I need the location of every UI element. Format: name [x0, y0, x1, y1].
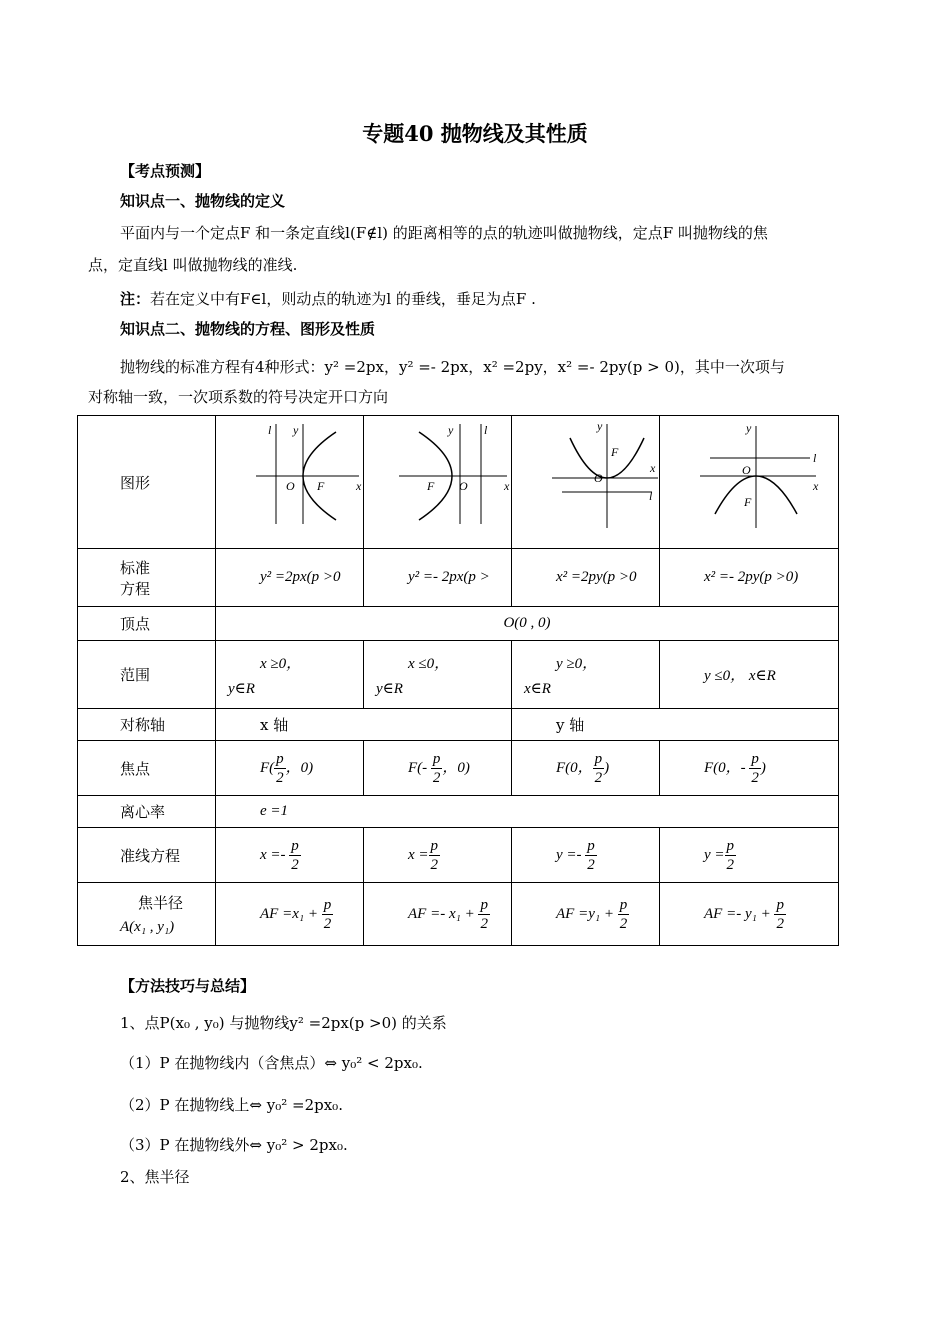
row-label-focal-radius [78, 883, 216, 946]
range-cell [512, 641, 660, 709]
tip-item-2: 2、焦半径 [120, 1168, 190, 1186]
directrix-cell: y = $\frac{p}{2}$ [660, 828, 839, 883]
range-a: y ≥0， [556, 655, 598, 672]
page-title: 专题40 抛物线及其性质 [362, 121, 588, 146]
row-label-directrix: 准线方程 [78, 828, 216, 883]
row-label-range: 范围 [78, 641, 216, 709]
note-text: 若在定义中有F∈l，则动点的轨迹为l 的垂线，垂足为点F . [150, 290, 536, 308]
row-label-focus: 焦点 [78, 741, 216, 796]
tip-sub-3: （3）P 在抛物线外⇔ y₀² > 2px₀. [120, 1136, 348, 1154]
row-label-radius-a: 焦半径 [138, 894, 184, 912]
kp2-line2: 对称轴一致，一次项系数的符号决定开口方向 [88, 388, 389, 406]
origin-label: O [594, 471, 603, 485]
table-row [78, 416, 839, 549]
equation-cell: y² =- 2px(p > [364, 549, 512, 607]
focus-cell: F( $\frac{p}{2}$ ，0) [216, 741, 364, 796]
range-a: x ≥0， [260, 655, 302, 672]
kp1-line1: 平面内与一个定点F 和一条定直线l(F∉l) 的距离相等的点的轨迹叫做抛物线，定点F 叫抛物线的焦 [120, 224, 768, 242]
range-cell [216, 641, 364, 709]
row-label-radius-b: A(x₁ , y₁) [120, 919, 175, 935]
row-label-equation-b: 方程 [120, 579, 151, 598]
directrix-label: l [813, 451, 817, 465]
note-label: 注： [120, 290, 151, 308]
origin-label: O [742, 463, 751, 477]
table-row [78, 828, 839, 883]
axis-x-label: x [356, 479, 362, 493]
focus-label: F [744, 495, 752, 509]
vertex-cell: O(0 , 0) [216, 607, 839, 641]
table-row [78, 741, 839, 796]
parabola-graph-2 [364, 416, 511, 544]
focus-cell: F(- $\frac{p}{2}$ ，0) [364, 741, 512, 796]
eccentricity-cell: e =1 [216, 796, 839, 828]
tip-sub-1: （1）P 在抛物线内（含焦点）⇔ y₀² < 2px₀. [120, 1054, 423, 1072]
row-label-eccentricity: 离心率 [78, 796, 216, 828]
kp1-heading: 知识点一、抛物线的定义 [120, 192, 286, 210]
parabola-graph-4 [660, 416, 838, 544]
radius-cell: AF =x₁ + $\frac{p}{2}$ [216, 883, 364, 946]
directrix-cell: y =- $\frac{p}{2}$ [512, 828, 660, 883]
row-label-axis: 对称轴 [78, 709, 216, 741]
row-label-equation-a: 标准 [120, 558, 151, 577]
graph-left-opening [364, 416, 512, 549]
axis-y-label: y [746, 421, 752, 435]
radius-cell: AF =y₁ + $\frac{p}{2}$ [512, 883, 660, 946]
graph-down-opening [660, 416, 839, 549]
section-heading-methods: 【方法技巧与总结】 [120, 977, 256, 995]
table-row [78, 549, 839, 607]
focus-label: F [317, 479, 325, 493]
directrix-label: l [484, 423, 488, 437]
kp1-note [120, 284, 536, 314]
axis-cell: x 轴 [216, 709, 512, 741]
range-cell: y ≤0， x∈R [660, 641, 839, 709]
kp2-line1: 抛物线的标准方程有4种形式：y² =2px，y² =- 2px，x² =2py，x² =- 2py(p > 0)，其中一次项与 [120, 358, 785, 376]
kp1-line2: 点，定直线l 叫做抛物线的准线. [88, 256, 298, 274]
directrix-cell: x =- $\frac{p}{2}$ [216, 828, 364, 883]
directrix-label: l [649, 489, 653, 503]
directrix-cell: x = $\frac{p}{2}$ [364, 828, 512, 883]
focus-cell: F(0， $\frac{p}{2}$ ) [512, 741, 660, 796]
focus-label: F [427, 479, 435, 493]
table-row [78, 641, 839, 709]
kp2-heading: 知识点二、抛物线的方程、图形及性质 [120, 320, 376, 338]
focus-label: F [611, 445, 619, 459]
row-label-equation [78, 549, 216, 607]
graph-up-opening [512, 416, 660, 549]
radius-cell: AF =- y₁ + $\frac{p}{2}$ [660, 883, 839, 946]
radius-cell: AF =- x₁ + $\frac{p}{2}$ [364, 883, 512, 946]
tip-sub-2: （2）P 在抛物线上⇔ y₀² =2px₀. [120, 1096, 343, 1114]
equation-cell: x² =2py(p >0 [512, 549, 660, 607]
range-cell [364, 641, 512, 709]
row-label-vertex: 顶点 [78, 607, 216, 641]
focus-cell: F(0，- $\frac{p}{2}$ ) [660, 741, 839, 796]
axis-cell: y 轴 [512, 709, 839, 741]
axis-x-label: x [813, 479, 819, 493]
axis-x-label: x [504, 479, 510, 493]
tip-item-1: 1、点P(x₀ , y₀) 与抛物线y² =2px(p >0) 的关系 [120, 1014, 447, 1032]
equation-cell: y² =2px(p >0 [216, 549, 364, 607]
range-a: x ≤0， [408, 655, 450, 672]
axis-y-label: y [448, 423, 454, 437]
parabola-graph-1 [216, 416, 363, 544]
range-b: y∈R [228, 680, 255, 697]
row-label-graph: 图形 [78, 416, 216, 549]
table-row [78, 883, 839, 946]
axis-y-label: y [597, 419, 603, 433]
directrix-label: l [268, 423, 272, 437]
equation-cell: x² =- 2py(p >0) [660, 549, 839, 607]
range-b: y∈R [376, 680, 403, 697]
table-row [78, 709, 839, 741]
parabola-graph-3 [512, 416, 659, 544]
table-row [78, 796, 839, 828]
axis-x-label: x [650, 461, 656, 475]
axis-y-label: y [293, 423, 299, 437]
parabola-properties-table [77, 415, 839, 946]
origin-label: O [459, 479, 468, 493]
table-row [78, 607, 839, 641]
origin-label: O [286, 479, 295, 493]
range-b: x∈R [524, 680, 551, 697]
graph-right-opening [216, 416, 364, 549]
section-heading-forecast: 【考点预测】 [120, 162, 211, 180]
